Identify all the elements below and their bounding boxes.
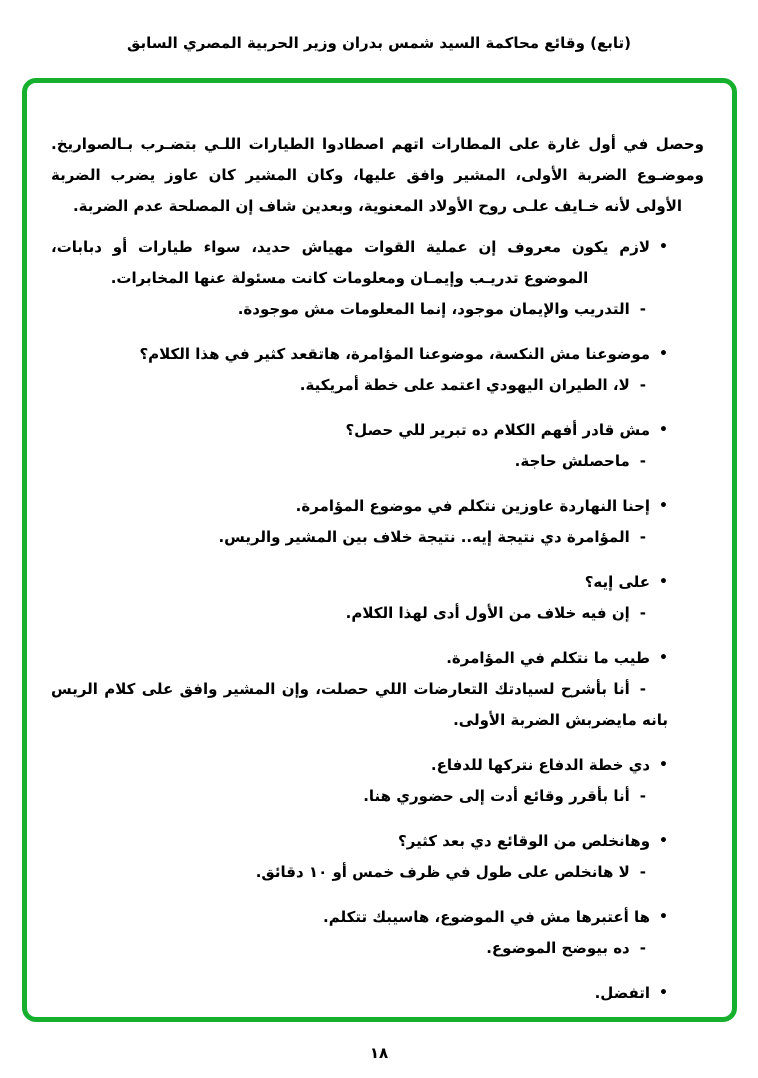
answer-text: ده بيوضح الموضوع.	[486, 939, 630, 957]
question-line	[51, 567, 668, 598]
dash-marker: -	[639, 376, 646, 394]
dialog-exchange	[51, 232, 668, 325]
answer-line	[51, 294, 668, 325]
bullet-marker-icon: •	[659, 833, 668, 849]
question-text: دي خطة الدفاع نتركها للدفاع.	[430, 756, 651, 774]
question-line	[51, 643, 668, 674]
dialog-exchange	[51, 826, 668, 888]
question-line	[51, 415, 668, 446]
answer-text: أنا بأقرر وقائع أدت إلى حضوري هنا.	[363, 787, 630, 805]
bullet-marker-icon: •	[659, 346, 668, 362]
dash-marker: -	[639, 680, 646, 698]
dash-marker: -	[639, 300, 646, 318]
question-text: موضوعنا مش النكسة، موضوعنا المؤامرة، هاتقعد كثير في هذا الكلام؟	[139, 345, 651, 363]
question-line	[51, 826, 668, 857]
answer-text: ماحصلش حاجة.	[514, 452, 630, 470]
question-line	[51, 232, 668, 294]
green-border-frame	[22, 78, 737, 1022]
answer-line	[51, 522, 668, 553]
page-header-title: (تابع) وقائع محاكمة السيد شمس بدران وزير الحربية المصري السابق	[126, 34, 632, 52]
dialog-exchange	[51, 339, 668, 401]
answer-line	[51, 674, 668, 736]
question-text: على إيه؟	[584, 573, 651, 591]
dialog-exchange	[51, 567, 668, 629]
bullet-marker-icon: •	[659, 909, 668, 925]
question-text: مش قادر أفهم الكلام ده تبرير للي حصل؟	[345, 421, 651, 439]
bullet-marker-icon: •	[659, 985, 668, 1001]
answer-text: المؤامرة دي نتيجة إيه.. نتيجة خلاف بين المشير والريس.	[218, 528, 630, 546]
bullet-marker-icon: •	[659, 422, 668, 438]
dash-marker: -	[639, 528, 646, 546]
question-text: ها أعتبرها مش في الموضوع، هاسيبك تتكلم.	[323, 908, 651, 926]
dash-marker: -	[639, 452, 646, 470]
page-number: ١٨	[369, 1044, 389, 1062]
answer-line	[51, 781, 668, 812]
answer-text: التدريب والإيمان موجود، إنما المعلومات مش موجودة.	[237, 300, 630, 318]
answer-line	[51, 933, 668, 964]
dash-marker: -	[639, 939, 646, 957]
bullet-marker-icon: •	[659, 650, 668, 666]
answer-text: أنا بأشرح لسيادتك التعارضات اللي حصلت، وإن المشير وافق على كلام الريس بانه مايضربش الضربة الأولى.	[51, 680, 668, 729]
question-line	[51, 491, 668, 522]
dialog-exchange	[51, 978, 668, 1009]
bullet-marker-icon: •	[659, 239, 668, 255]
dialog-list	[51, 232, 704, 1009]
dash-marker: -	[639, 787, 646, 805]
answer-line	[51, 598, 668, 629]
question-text: إحنا النهاردة عاوزين نتكلم في موضوع المؤامرة.	[295, 497, 651, 515]
question-text: اتفضل.	[594, 984, 651, 1002]
dialog-exchange	[51, 415, 668, 477]
bullet-marker-icon: •	[659, 574, 668, 590]
answer-text: لا هانخلص على طول في ظرف خمس أو ١٠ دقائق.	[255, 863, 630, 881]
question-line	[51, 978, 668, 1009]
answer-line	[51, 370, 668, 401]
dialog-exchange	[51, 902, 668, 964]
dash-marker: -	[639, 604, 646, 622]
answer-text: لا، الطيران اليهودي اعتمد على خطة أمريكية.	[299, 376, 630, 394]
answer-line	[51, 857, 668, 888]
question-text: لازم يكون معروف إن عملية القوات مهياش حديد، سواء طيارات أو دبابات، الموضوع تدريـب وإيمـان ومعلومات كانت مسئولة عنها المخابرات.	[51, 238, 651, 287]
answer-text: إن فيه خلاف من الأول أدى لهذا الكلام.	[345, 604, 630, 622]
question-line	[51, 339, 668, 370]
question-text: وهانخلص من الوقائع دي بعد كثير؟	[398, 832, 651, 850]
dash-marker: -	[639, 863, 646, 881]
bullet-marker-icon: •	[659, 757, 668, 773]
question-line	[51, 750, 668, 781]
dialog-exchange	[51, 491, 668, 553]
question-line	[51, 902, 668, 933]
bullet-marker-icon: •	[659, 498, 668, 514]
question-text: طيب ما نتكلم في المؤامرة.	[446, 649, 651, 667]
intro-paragraph: وحصل في أول غارة على المطارات اتهم اصطادوا الطيارات اللـي بتضـرب بـالصواريخ. وموضـوع الضربة الأولى، المشير وافق عليها، وكان المشير كان عاوز يضرب الضربة الأولى لأنه خـايف علـى روح الأولاد المعنوية، وبعدين شاف إن المصلحة عدم الضربة.	[51, 135, 704, 215]
dialog-exchange	[51, 750, 668, 812]
document-content	[27, 83, 732, 1009]
answer-line	[51, 446, 668, 477]
dialog-exchange	[51, 643, 668, 736]
